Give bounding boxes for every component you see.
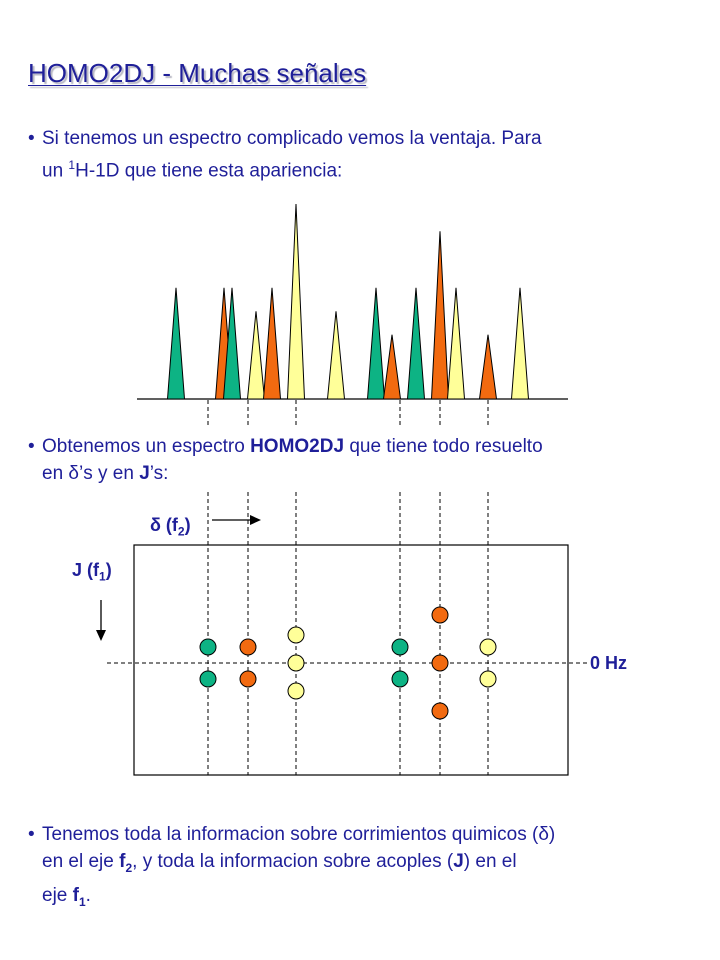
delta-symbol: δ (68, 463, 79, 484)
peak-green (368, 288, 385, 399)
spot-yellow (288, 627, 304, 643)
bullet-3-line-1: Tenemos toda la informacion sobre corrimientos quimicos ( (42, 824, 539, 845)
spot-yellow (288, 683, 304, 699)
spectrum-2d-frame (134, 545, 568, 775)
f2-axis-label: δ $(f_2)$ (150, 515, 191, 539)
delta-symbol: δ (538, 824, 549, 845)
bullet-2-text-a: Obtenemos un espectro (42, 436, 251, 457)
bullet-dot: • (28, 128, 35, 149)
bullet-2-homo2dj: HOMO2DJ (250, 436, 345, 457)
bullet-3-line-3: eje (42, 884, 73, 906)
spot-orange (432, 703, 448, 719)
superscript-1: 1 (68, 158, 76, 172)
bullet-2-j: J (139, 463, 150, 484)
bullet-3: • Tenemos toda la informacion sobre corrimientos quimicos (δ) en el eje $f_2$, y toda la informacion sobre acoples (J) en el eje $f_1$. (28, 821, 555, 916)
bullet-2-text-c: en (42, 463, 69, 484)
peak-yellow (512, 288, 529, 399)
spot-green (200, 639, 216, 655)
spot-green (392, 671, 408, 687)
peak-yellow (328, 311, 345, 399)
bullet-1-line-2-pre: un (42, 160, 69, 182)
peak-yellow (248, 311, 265, 399)
peak-yellow (288, 204, 305, 399)
f1-arrow (96, 600, 106, 641)
bullet-2-text-b: que tiene todo resuelto (344, 436, 543, 457)
bullet-3-line-2: en el eje (42, 851, 120, 872)
bullet-1-line-2-post: H-1D que tiene esta apariencia: (75, 160, 343, 182)
spot-orange (432, 655, 448, 671)
bullet-1-line-1: Si tenemos un espectro complicado vemos la ventaja. Para (42, 128, 542, 149)
bullet-dot: • (28, 436, 35, 457)
peak-orange (480, 335, 497, 399)
spot-yellow (288, 655, 304, 671)
spot-yellow (480, 639, 496, 655)
peak-orange (384, 335, 401, 399)
peak-green (408, 288, 425, 399)
spot-orange (432, 607, 448, 623)
zero-hz-label: 0 Hz (590, 653, 628, 673)
peak-green (168, 288, 185, 399)
peak-yellow (448, 288, 465, 399)
bullet-2-text-d: ’s y en (79, 463, 140, 484)
spot-green (200, 671, 216, 687)
spectrum-1d-peaks (168, 204, 529, 399)
spot-orange (240, 671, 256, 687)
bullet-dot: • (28, 824, 35, 845)
f1-axis-label: J $(f_1)$ (72, 560, 112, 584)
spot-green (392, 639, 408, 655)
slide-title: HOMO2DJ - Muchas señales (28, 58, 367, 88)
peak-orange (264, 288, 281, 399)
spot-orange (240, 639, 256, 655)
f2-arrow (212, 515, 261, 525)
delta-guide-lines (208, 400, 488, 775)
peak-orange (432, 231, 449, 399)
bullet-2-text-e: ’s: (149, 463, 169, 484)
spot-yellow (480, 671, 496, 687)
